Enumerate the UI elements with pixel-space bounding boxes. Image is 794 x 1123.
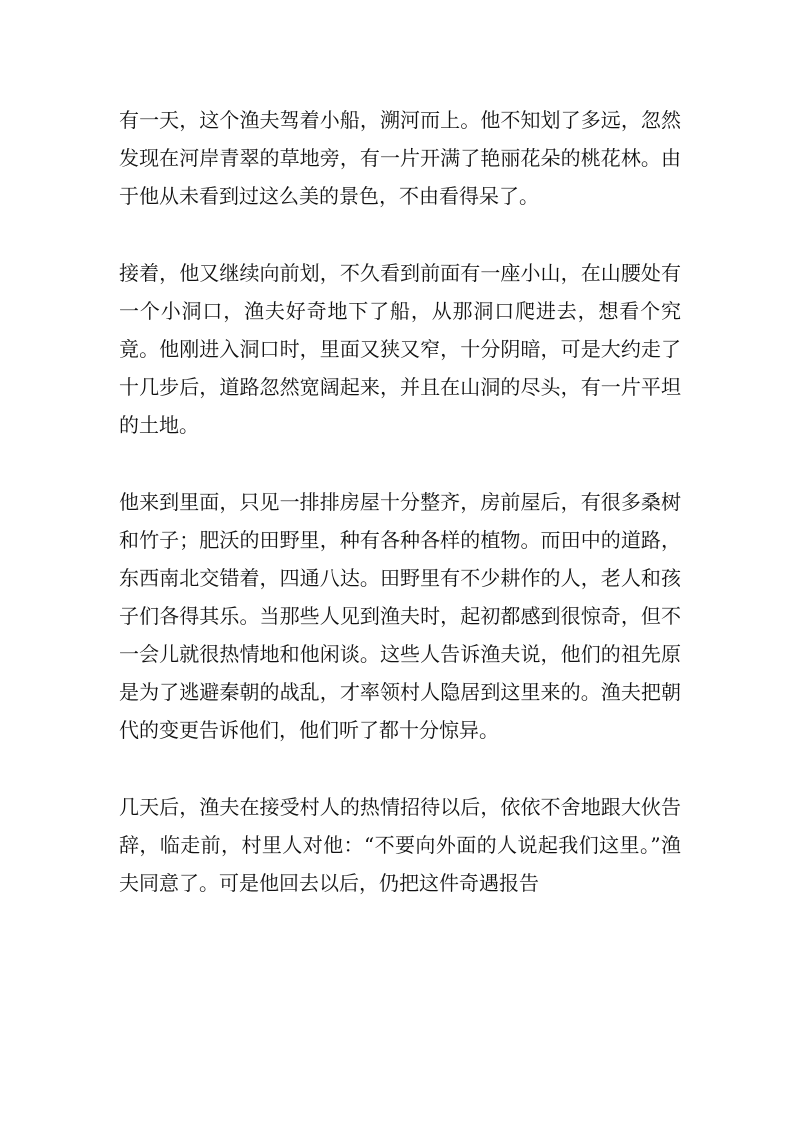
paragraph-4: 几天后，渔夫在接受村人的热情招待以后，依依不舍地跟大伙告辞，临走前，村里人对他：“不要向外面的人说起我们这里。”渔夫同意了。可是他回去以后，仍把这件奇遇报告 <box>119 795 681 895</box>
document-body <box>119 101 681 941</box>
paragraph-2: 接着，他又继续向前划，不久看到前面有一座小山，在山腰处有一个小洞口，渔夫好奇地下了船，从那洞口爬进去，想看个究竟。他刚进入洞口时，里面又狭又窄，十分阴暗，可是大约走了十几步后，道路忽然宽阔起来，并且在山洞的尽头，有一片平坦的土地。 <box>119 261 681 437</box>
paragraph-1: 有一天，这个渔夫驾着小船，溯河而上。他不知划了多远，忽然发现在河岸青翠的草地旁，有一片开满了艳丽花朵的桃花林。由于他从未看到过这么美的景色，不由看得呆了。 <box>119 108 681 208</box>
paragraph-3: 他来到里面，只见一排排房屋十分整齐，房前屋后，有很多桑树和竹子；肥沃的田野里，种有各种各样的植物。而田中的道路，东西南北交错着，四通八达。田野里有不少耕作的人，老人和孩子们各得其乐。当那些人见到渔夫时，起初都感到很惊奇，但不一会儿就很热情地和他闲谈。这些人告诉渔夫说，他们的祖先原是为了逃避秦朝的战乱，才率领村人隐居到这里来的。渔夫把朝代的变更告诉他们，他们听了都十分惊异。 <box>119 490 681 742</box>
